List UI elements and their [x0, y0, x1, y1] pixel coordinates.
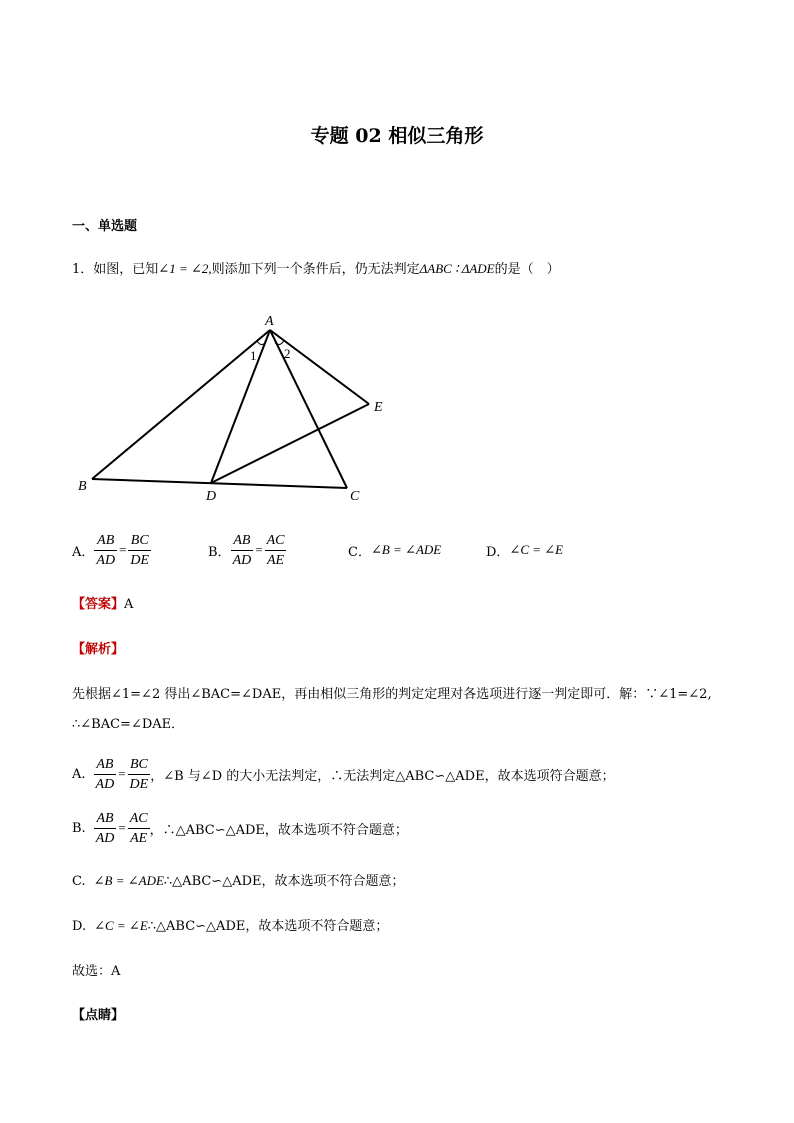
analysis-a-equals: = — [118, 766, 126, 781]
analysis-b-label: B. — [72, 820, 86, 836]
label-b: B — [78, 479, 87, 494]
analysis-b-frac-1: $\frac{AB}{AD}$ — [95, 810, 115, 846]
segment-de — [211, 404, 369, 483]
analysis-d-label: D. — [72, 919, 87, 934]
option-a-frac-2: $\frac{BC}{DE}$ — [130, 532, 150, 568]
question-text-middle: 则添加下列一个条件后，仍无法判定 — [211, 262, 420, 277]
question-condition: ∠1 = ∠2, — [158, 261, 212, 276]
analysis-c — [72, 870, 405, 889]
segment-ab — [92, 330, 270, 479]
question-number: 1． — [72, 262, 94, 277]
analysis-line-1: 先根据∠1=∠2 得出∠BAC=∠DAE，再由相似三角形的判定定理对各选项进行逐一判定即可．解：∵∠1=∠2, — [72, 687, 712, 702]
option-d-label: D． — [486, 544, 510, 560]
option-b-frac-2: $\frac{AC}{AE}$ — [266, 532, 285, 568]
analysis-conclusion: 故选：A — [72, 964, 121, 979]
segment-ad — [211, 330, 270, 483]
option-b-equals: = — [255, 542, 263, 557]
option-b-label: B． — [208, 544, 231, 560]
option-c-expr: ∠B = ∠ADE — [370, 542, 442, 557]
option-c-label: C． — [348, 544, 371, 560]
analysis-a — [72, 752, 615, 796]
analysis-b-frac-2: $\frac{AC}{AE}$ — [129, 810, 148, 846]
options-row — [72, 528, 692, 572]
option-b — [208, 528, 286, 572]
question-triangles: ΔABC ∶ ΔADE — [419, 261, 495, 276]
label-angle-2: 2 — [284, 346, 291, 361]
analysis-d-text: ∴△ABC∽△ADE，故本选项不符合题意； — [147, 919, 389, 934]
option-d-expr: ∠C = ∠E — [509, 542, 564, 557]
answer-tag: 【答案】 — [72, 597, 125, 612]
segment-ae — [270, 330, 369, 404]
angle-1-arc — [257, 341, 265, 345]
question-1 — [72, 258, 560, 277]
option-a — [72, 528, 151, 572]
label-e: E — [374, 400, 383, 415]
question-text-before: 如图，已知 — [93, 262, 159, 277]
page-title: 专题 02 相似三角形 — [310, 125, 484, 147]
analysis-a-frac-1: $\frac{AB}{AD}$ — [95, 756, 115, 792]
option-b-frac-1: $\frac{AB}{AD}$ — [232, 532, 252, 568]
option-d — [486, 528, 563, 572]
analysis-c-expr: ∠B = ∠ADE — [93, 873, 164, 888]
analysis-a-frac-2: $\frac{BC}{DE}$ — [129, 756, 149, 792]
analysis-line-2: ∴∠BAC=∠DAE． — [72, 717, 185, 732]
analysis-a-text: ，∠B 与∠D 的大小无法判定，∴无法判定△ABC∽△ADE，故本选项符合题意； — [150, 768, 615, 784]
analysis-c-label: C. — [72, 874, 86, 889]
analysis-b — [72, 806, 408, 850]
comment-tag: 【点睛】 — [72, 1008, 125, 1023]
comment-heading — [72, 1004, 124, 1023]
segment-ac — [270, 330, 347, 488]
segment-bc — [92, 479, 347, 488]
triangle-figure — [60, 300, 400, 510]
section-heading: 一、单选题 — [72, 219, 138, 234]
label-c: C — [350, 489, 360, 504]
analysis-a-label: A. — [72, 766, 86, 782]
option-a-label: A． — [72, 544, 95, 560]
answer-line — [72, 593, 133, 612]
label-d: D — [206, 489, 217, 504]
question-text-end: 的是（ ） — [494, 262, 560, 277]
analysis-b-text: ，∴△ABC∽△ADE，故本选项不符合题意； — [149, 822, 408, 838]
analysis-tag: 【解析】 — [72, 642, 125, 657]
analysis-heading — [72, 638, 124, 657]
analysis-c-text: ∴△ABC∽△ADE，故本选项不符合题意； — [163, 874, 405, 889]
analysis-d-expr: ∠C = ∠E — [94, 918, 148, 933]
option-c — [348, 528, 441, 572]
option-a-equals: = — [119, 542, 127, 557]
analysis-d — [72, 915, 388, 934]
option-a-frac-1: $\frac{AB}{AD}$ — [96, 532, 116, 568]
label-angle-1: 1 — [250, 348, 257, 363]
analysis-b-equals: = — [118, 820, 126, 835]
label-a: A — [265, 314, 274, 329]
answer-value: A — [124, 597, 134, 612]
